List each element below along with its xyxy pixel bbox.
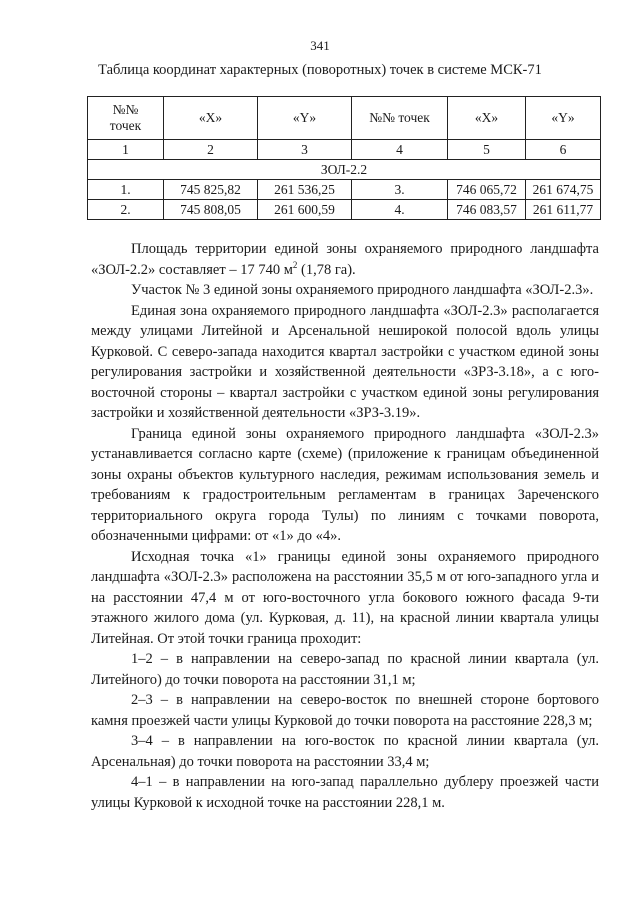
table-row	[88, 200, 601, 220]
header-x-2: «X»	[448, 97, 526, 140]
paragraph-area-text-end: (1,78 га).	[297, 261, 356, 278]
superscript: 2	[292, 259, 298, 270]
body-text	[91, 239, 599, 813]
paragraph-start-point: Исходная точка «1» границы единой зоны охраняемого природного ландшафта «ЗОЛ-2.3» расположена на расстоянии 35,5 м от юго-западного угла и на расстоянии 47,4 м от юго-восточного угла бокового южного фасада 9-ти этажного жилого дома (ул. Курковая, д. 11), на красной линии квартала улицы Литейная. От этой точки граница проходит:	[91, 548, 599, 647]
table-cell: 746 083,57	[448, 200, 526, 220]
paragraph-description: Единая зона охраняемого природного ландшафта «ЗОЛ-2.3» располагается между улицами Литейной и Арсенальной неширокой полосой вдоль улицы Курковой. С северо-запада находится квартал застройки с участком единой зоны регулирования застройки и хозяйственной деятельности «ЗРЗ-3.18», а с юго-восточной стороны – квартал застройки с участком единой зоны регулирования застройки и хозяйственной деятельности «ЗРЗ-3.19».	[91, 302, 599, 421]
paragraph-section-heading: Участок № 3 единой зоны охраняемого природного ландшафта «ЗОЛ-2.3».	[131, 282, 594, 298]
coordinates-table	[87, 96, 601, 220]
table-header-row	[88, 97, 601, 140]
paragraph-boundary: Граница единой зоны охраняемого природного ландшафта «ЗОЛ-2.3» устанавливается согласно карте (схеме) (приложение к границам объединенной зоны охраны объектов культурного наследия, режимам использования земель и требованиям к градостроительным регламентам в границах Зареченского территориального округа города Тулы) по линиям с точками поворота, обозначенными цифрами: от «1» до «4».	[91, 425, 599, 544]
table-row	[88, 180, 601, 200]
column-number: 1	[88, 140, 164, 160]
table-cell: 261 611,77	[526, 200, 601, 220]
header-point-number-line1: №№	[112, 102, 139, 117]
column-number-row	[88, 140, 601, 160]
table-cell: 745 808,05	[164, 200, 258, 220]
column-number: 4	[352, 140, 448, 160]
paragraph-segment-3-4: 3–4 – в направлении на юго-восток по красной линии квартала (ул. Арсенальная) до точки поворота на расстоянии 33,4 м;	[91, 733, 599, 770]
table-cell: 1.	[88, 180, 164, 200]
table-title: Таблица координат характерных (поворотных) точек в системе МСК-71	[98, 62, 542, 78]
column-number: 6	[526, 140, 601, 160]
paragraph-segment-1-2: 1–2 – в направлении на северо-запад по красной линии квартала (ул. Литейного) до точки поворота на расстоянии 31,1 м;	[91, 651, 599, 688]
paragraph-segment-2-3: 2–3 – в направлении на северо-восток по внешней стороне бортового камня проезжей части улицы Курковой до точки поворота на расстояние 228,3 м;	[91, 692, 599, 729]
header-x: «X»	[164, 97, 258, 140]
header-y: «Y»	[258, 97, 352, 140]
header-y-2: «Y»	[526, 97, 601, 140]
table-cell: 261 600,59	[258, 200, 352, 220]
paragraph-area	[91, 239, 599, 280]
section-row	[88, 160, 601, 180]
paragraph-area-text: Площадь территории единой зоны охраняемого природного ландшафта «ЗОЛ-2.2» составляет – 17 740 м	[91, 241, 599, 278]
table-cell: 745 825,82	[164, 180, 258, 200]
table-cell: 4.	[352, 200, 448, 220]
column-number: 3	[258, 140, 352, 160]
paragraph-segment-4-1: 4–1 – в направлении на юго-запад параллельно дублеру проезжей части улицы Курковой к исходной точке на расстоянии 228,1 м.	[91, 774, 599, 811]
column-number: 5	[448, 140, 526, 160]
table-cell: 746 065,72	[448, 180, 526, 200]
header-point-number-line2: точек	[109, 118, 142, 133]
header-point-number-2: №№ точек	[352, 97, 448, 140]
column-number: 2	[164, 140, 258, 160]
header-point-number	[88, 97, 164, 140]
section-label: ЗОЛ-2.2	[88, 160, 601, 180]
table-cell: 261 674,75	[526, 180, 601, 200]
table-cell: 2.	[88, 200, 164, 220]
table-cell: 261 536,25	[258, 180, 352, 200]
page-number: 341	[310, 38, 330, 53]
table-cell: 3.	[352, 180, 448, 200]
